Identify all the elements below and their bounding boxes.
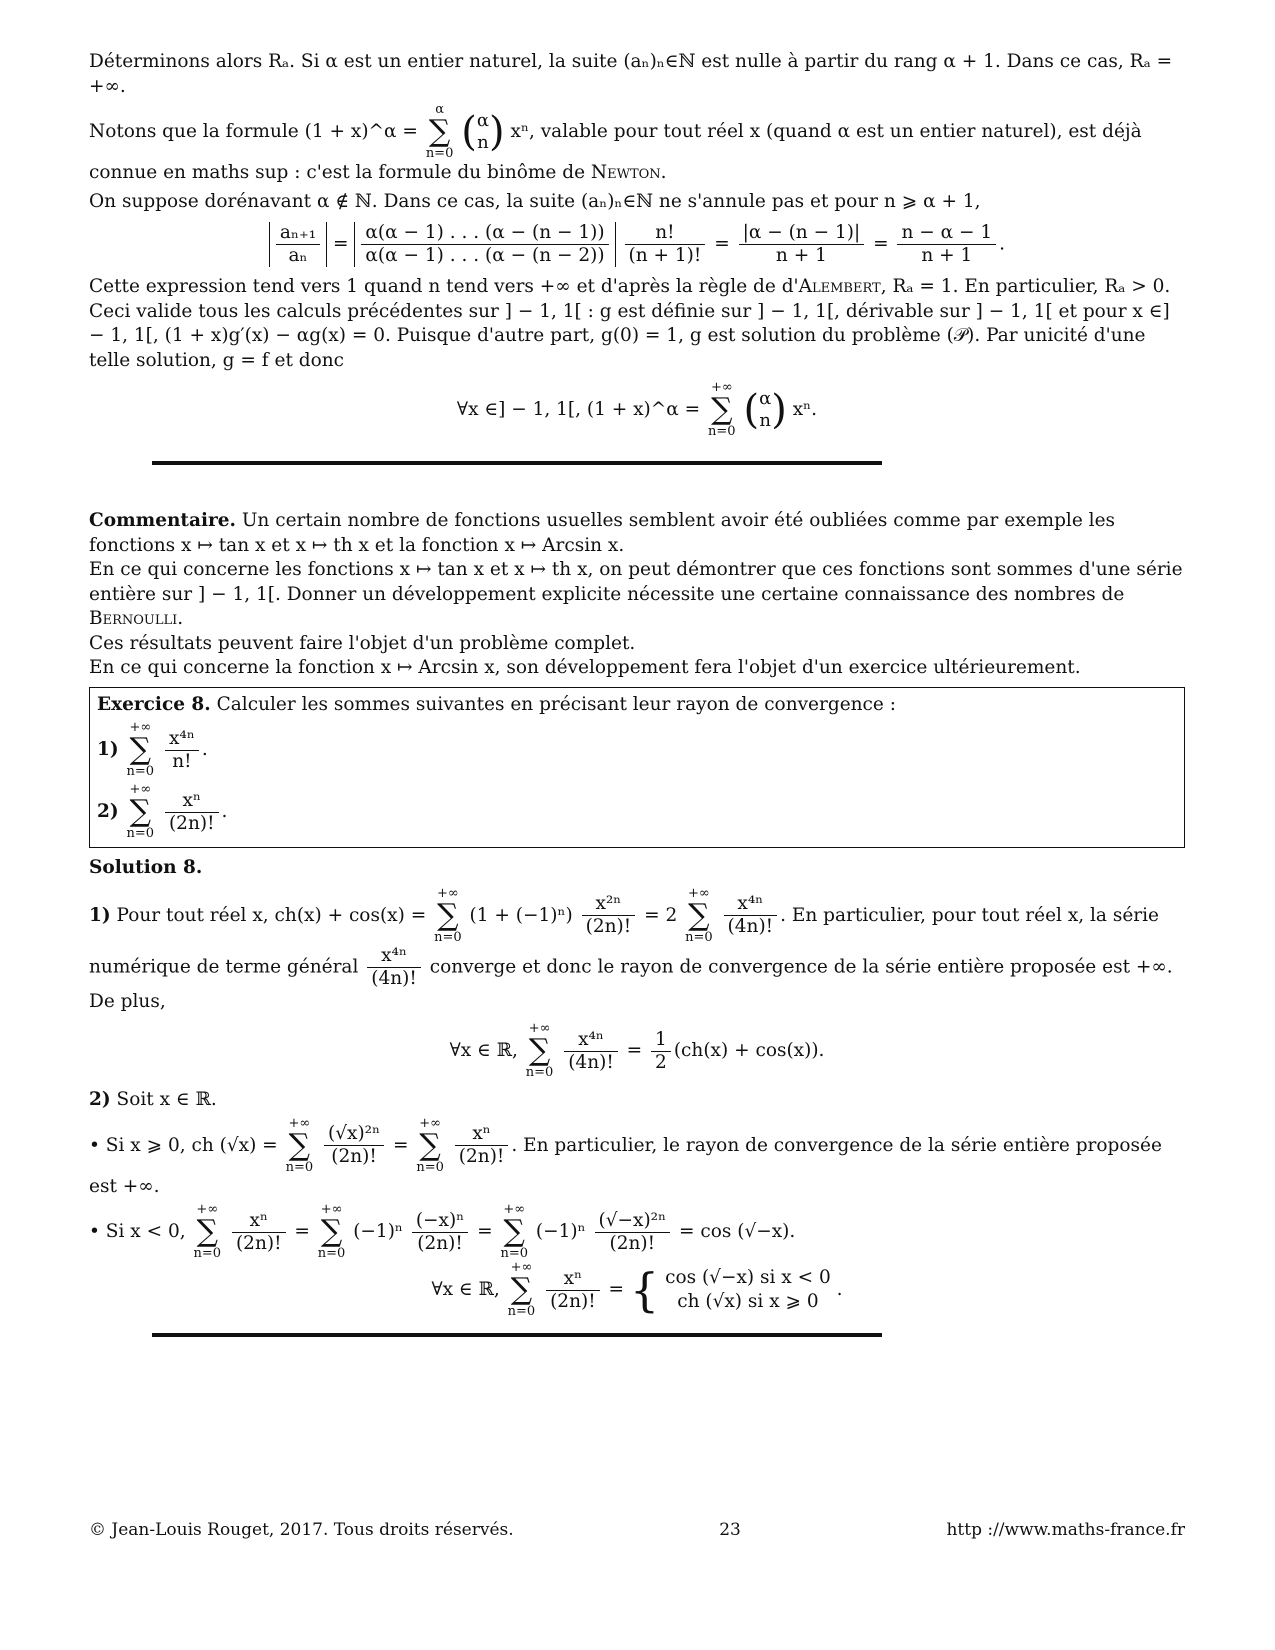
paragraph-radius: Déterminons alors Rₐ. Si α est un entier naturel, la suite (aₙ)ₙ∈ℕ est nulle à partir du rang α + 1. Dans ce cas, Rₐ = +∞. — [89, 51, 1173, 97]
binomial-series-equation: ∀x ∈] − 1, 1[, (1 + x)^α = +∞ ∑ n=0 ( α n ) xⁿ. — [456, 380, 818, 439]
cosine-sum-equation: ∀x ∈ ℝ, +∞ ∑ n=0 $\frac{\text{x⁴ⁿ}}{(4n)!}$ = $\frac{1}{2}$ (ch(x) + cos(x)). — [449, 1021, 825, 1080]
newton-name: Newton. — [590, 162, 667, 183]
comment-paragraph: Commentaire. Un certain nombre de fonctions usuelles semblent avoir été oubliées comme par exemple les fonctions x ↦ tan x et x ↦ th x et la fonction x ↦ Arcsin x. — [89, 510, 1116, 556]
comment-paragraph-3: Ces résultats peuvent faire l'objet d'un problème complet. — [89, 632, 636, 654]
exercise-item-2: 2) +∞ ∑ n=0 $\frac{\text{xⁿ}}{(2n)!}$ . — [97, 782, 228, 841]
ratio-equation: $\frac{\text{aₙ₊₁}}{\text{aₙ}}$ = $\frac{\alpha(\alpha - 1) . . . (\alpha - (n - 1))}{\alpha(\alpha - 1) . . . (\alpha - (n - 2))}$ $\frac{n!}{(n + 1)!}$ = $\frac{|\alpha - (n - 1)|}{n + 1}$ = $\frac{n - \alpha - 1}{n + 1}$ . — [89, 222, 1185, 267]
separator-rule-top — [152, 461, 882, 465]
exercise-item-1: 1) +∞ ∑ n=0 $\frac{\text{x⁴ⁿ}}{n!}$ . — [97, 720, 208, 779]
paragraph-binomial — [89, 103, 1185, 186]
binomial-text-end: xⁿ, valable pour tout réel x (quand α est un entier naturel), est déjà connue en maths sup : c'est la formule du binôme de — [89, 121, 1142, 183]
bernoulli-name: Bernoulli. — [89, 608, 184, 629]
comment-paragraph-2: En ce qui concerne les fonctions x ↦ tan x et x ↦ th x, on peut démontrer que ces fonctions sont sommes d'une série entière sur ] − 1, 1[. Donner un développement explicite nécessite une certaine connaissance des nombres de Bernoulli. — [89, 559, 1183, 629]
exercise-box — [89, 687, 1185, 849]
exercise-label: Exercice 8. — [97, 693, 211, 715]
solution-label: Solution 8. — [89, 857, 203, 878]
footer-copyright: © Jean-Louis Rouget, 2017. Tous droits réservés. — [89, 1520, 514, 1540]
sum-symbol: α ∑ n=0 — [425, 102, 454, 161]
alembert-name: Alembert — [798, 276, 881, 297]
document-page — [89, 50, 1185, 1319]
paragraph-suppose: On suppose dorénavant α ∉ ℕ. Dans ce cas, la suite (aₙ)ₙ∈ℕ ne s'annule pas et pour n ⩾ α + 1, — [89, 190, 981, 212]
footer-url: http ://www.maths-france.fr — [946, 1520, 1185, 1540]
solution-part-2: 2) Soit x ∈ ℝ. • Si x ⩾ 0, ch (√x) = +∞ ∑ n=0 $\frac{\text{(√x)²ⁿ}}{(2n)!}$ = +∞ ∑ n=0 $\frac{\text{xⁿ}}{(2n)!}$ . En particulier, le rayon de convergence de la série entière proposée est +∞. • Si x < 0, +∞ ∑ n=0 $\frac{\text{xⁿ}}{(2n)!}$ = +∞ ∑ n=0 (−1)ⁿ $\frac{\text{(−x)ⁿ}}{(2n)!}$ = +∞ ∑ n=0 (−1)ⁿ $\frac{\text{(√−x)²ⁿ}}{(2n)!}$ = cos (√−x). ∀x ∈ ℝ, +∞ ∑ n=0 $\frac{\text{xⁿ}}{(2n)!}$ = { cos (√−x) si x < 0 ch (√x) si x ⩾ 0 . — [89, 1088, 1185, 1319]
footer-page-number: 23 — [719, 1520, 741, 1540]
final-piecewise-equation: ∀x ∈ ℝ, +∞ ∑ n=0 $\frac{\text{xⁿ}}{(2n)!}$ = { cos (√−x) si x < 0 ch (√x) si x ⩾ 0 . — [431, 1260, 843, 1319]
comment-label: Commentaire. — [89, 510, 236, 531]
solution-part-1: 1) Pour tout réel x, ch(x) + cos(x) = +∞ ∑ n=0 (1 + (−1)ⁿ) $\frac{\text{x²ⁿ}}{(2n)!}$ = 2 +∞ ∑ n=0 $\frac{\text{x⁴ⁿ}}{(4n)!}$ . En particulier, pour tout réel x, la série numérique de terme général $\frac{\text{x⁴ⁿ}}{(4n)!}$ converge et donc le rayon de convergence de la série entière proposée est +∞. De plus, ∀x ∈ ℝ, +∞ ∑ n=0 $\frac{\text{x⁴ⁿ}}{(4n)!}$ = $\frac{1}{2}$ (ch(x) + cos(x)). — [89, 887, 1185, 1081]
page-footer — [89, 1520, 1185, 1540]
case-positive: • Si x ⩾ 0, ch (√x) = +∞ ∑ n=0 $\frac{\text{(√x)²ⁿ}}{(2n)!}$ = +∞ ∑ n=0 $\frac{\text{xⁿ}}{(2n)!}$ . En particulier, le rayon de convergence de la série entière proposée est +∞. — [89, 1115, 1162, 1197]
paragraph-alembert: Cette expression tend vers 1 quand n tend vers +∞ et d'après la règle de d'Alembert, Rₐ = 1. En particulier, Rₐ > 0. Ceci valide tous les calculs précédentes sur ] − 1, 1[ : g est définie sur ] − 1, 1[, dérivable sur ] − 1, 1[ et pour x ∈] − 1, 1[, (1 + x)g′(x) − αg(x) = 0. Puisque d'autre part, g(0) = 1, g est solution du problème (𝒫). Par unicité d'une telle solution, g = f et donc — [89, 276, 1171, 371]
comment-paragraph-4: En ce qui concerne la fonction x ↦ Arcsin x, son développement fera l'objet d'un exercice ultérieurement. — [89, 657, 1081, 678]
exercise-text: Calculer les sommes suivantes en précisant leur rayon de convergence : — [216, 693, 896, 715]
binomial-text-start: Notons que la formule (1 + x)^α = — [89, 121, 418, 142]
separator-rule-bottom — [152, 1333, 882, 1337]
case-negative: • Si x < 0, +∞ ∑ n=0 $\frac{\text{xⁿ}}{(2n)!}$ = +∞ ∑ n=0 (−1)ⁿ $\frac{\text{(−x)ⁿ}}{(2n)!}$ = +∞ ∑ n=0 (−1)ⁿ $\frac{\text{(√−x)²ⁿ}}{(2n)!}$ = cos (√−x). — [89, 1202, 796, 1261]
binomial-coefficient: ( α n ) — [461, 108, 505, 155]
